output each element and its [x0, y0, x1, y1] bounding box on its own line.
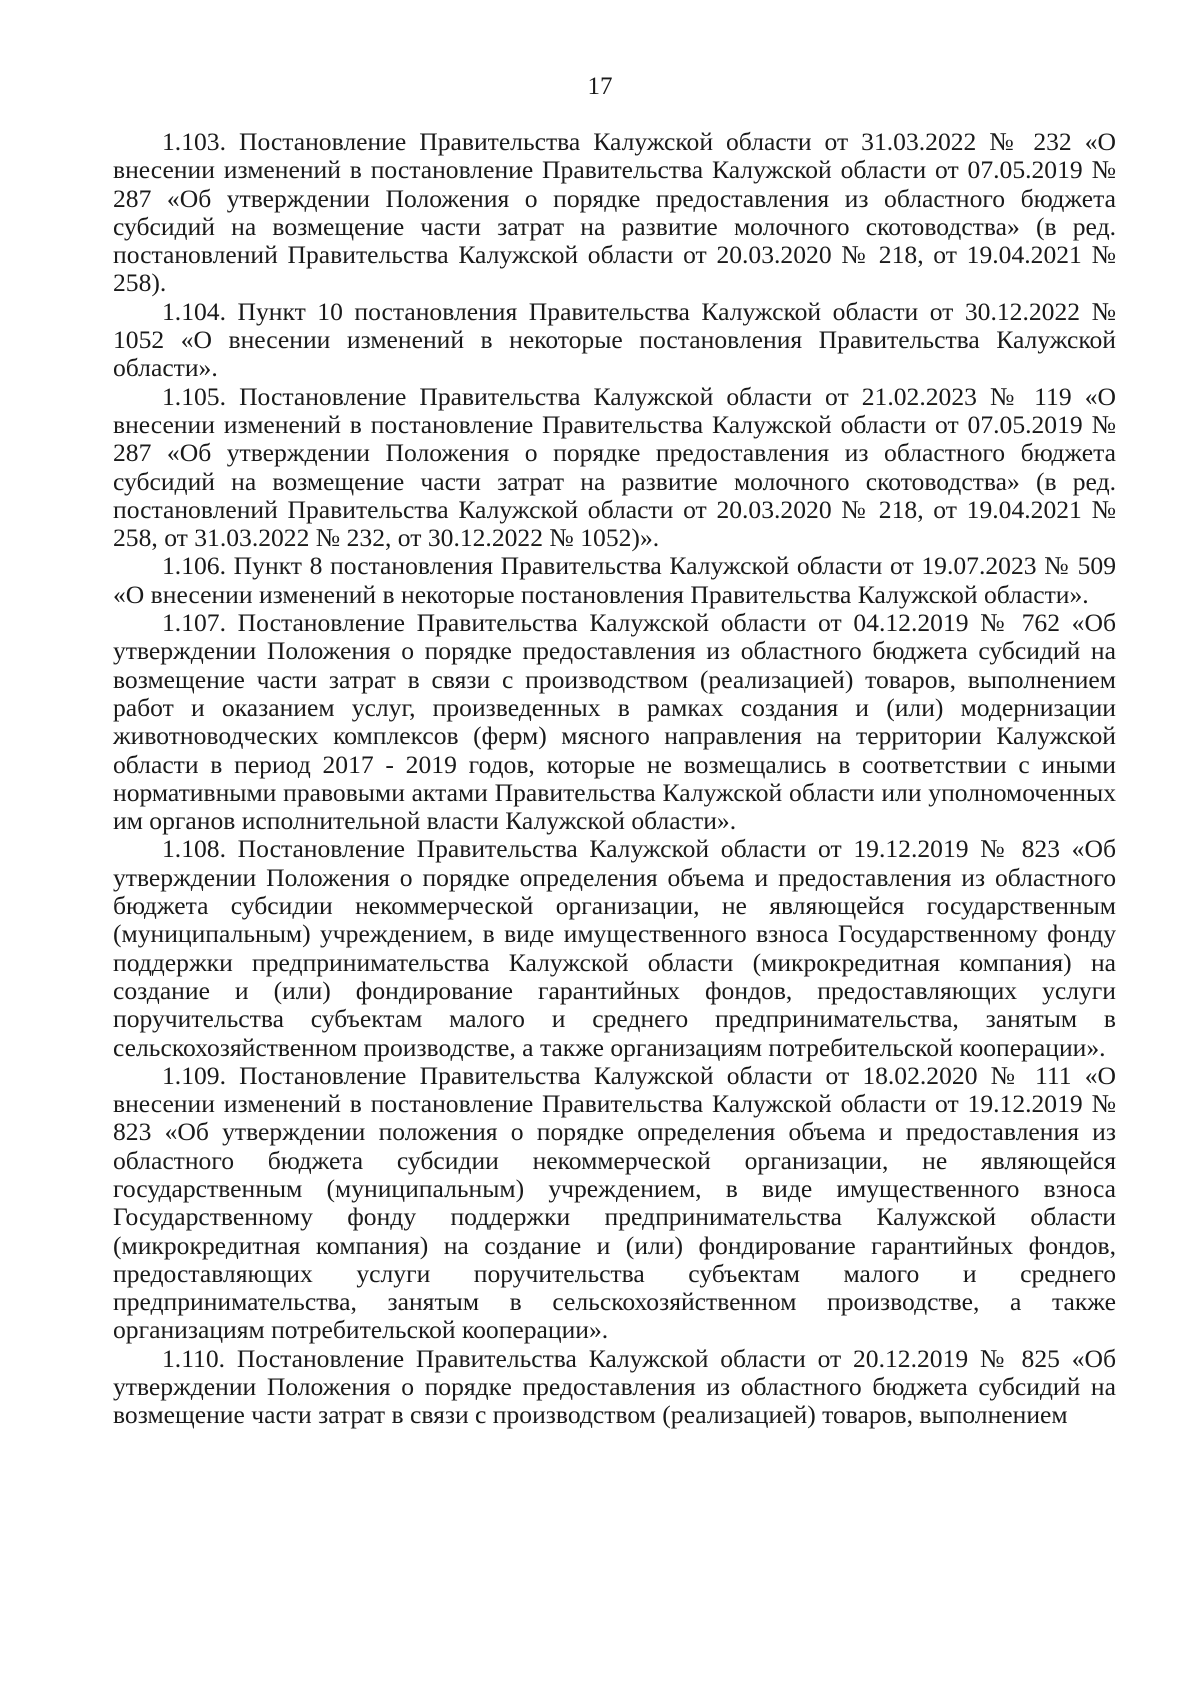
paragraph-1-105: 1.105. Постановление Правительства Калужской области от 21.02.2023 № 119 «О внесении изменений в постановление Правительства Калужской области от 07.05.2019 № 287 «Об утверждении Положения о порядке предоставления из областного бюджета субсидий на возмещение части затрат на развитие молочного скотоводства» (в ред. постановлений Правительства Калужской области от 20.03.2020 № 218, от 19.04.2021 № 258, от 31.03.2022 № 232, от 30.12.2022 № 1052)». — [113, 381, 1116, 553]
paragraph-1-104: 1.104. Пункт 10 постановления Правительства Калужской области от 30.12.2022 № 1052 «О внесении изменений в некоторые постановления Правительства Калужской области». — [113, 296, 1116, 383]
paragraph-1-106: 1.106. Пункт 8 постановления Правительства Калужской области от 19.07.2023 № 509 «О внесении изменений в некоторые постановления Правительства Калужской области». — [113, 551, 1116, 609]
paragraph-1-107: 1.107. Постановление Правительства Калужской области от 04.12.2019 № 762 «Об утверждении Положения о порядке предоставления из областного бюджета субсидий на возмещение части затрат в связи с производством (реализацией) товаров, выполнением работ и оказанием услуг, произведенных в рамках создания и (или) модернизации животноводческих комплексов (ферм) мясного направления на территории Калужской области в период 2017 - 2019 годов, которые не возмещались в соответствии с иными нормативными правовыми актами Правительства Калужской области или уполномоченных им органов исполнительной власти Калужской области». — [113, 608, 1116, 836]
document-body — [113, 128, 1116, 1430]
paragraph-1-109: 1.109. Постановление Правительства Калужской области от 18.02.2020 № 111 «О внесении изменений в постановление Правительства Калужской области от 19.12.2019 № 823 «Об утверждении положения о порядке определения объема и предоставления из областного бюджета субсидии некоммерческой организации, не являющейся государственным (муниципальным) учреждением, в виде имущественного взноса Государственному фонду поддержки предпринимательства Калужской области (микрокредитная компания) на создание и (или) фондирование гарантийных фондов, предоставляющих услуги поручительства субъектам малого и среднего предпринимательства, занятым в сельскохозяйственном производстве, а также организациям потребительской кооперации». — [113, 1060, 1116, 1345]
paragraph-1-110: 1.110. Постановление Правительства Калужской области от 20.12.2019 № 825 «Об утверждении Положения о порядке предоставления из областного бюджета субсидий на возмещение части затрат в связи с производством (реализацией) товаров, выполнением — [113, 1343, 1116, 1430]
page-number: 17 — [587, 73, 613, 100]
paragraph-1-108: 1.108. Постановление Правительства Калужской области от 19.12.2019 № 823 «Об утверждении Положения о порядке определения объема и предоставления из областного бюджета субсидии некоммерческой организации, не являющейся государственным (муниципальным) учреждением, в виде имущественного взноса Государственному фонду поддержки предпринимательства Калужской области (микрокредитная компания) на создание и (или) фондирование гарантийных фондов, предоставляющих услуги поручительства субъектам малого и среднего предпринимательства, занятым в сельскохозяйственном производстве, а также организациям потребительской кооперации». — [113, 834, 1116, 1062]
paragraph-1-103: 1.103. Постановление Правительства Калужской области от 31.03.2022 № 232 «О внесении изменений в постановление Правительства Калужской области от 07.05.2019 № 287 «Об утверждении Положения о порядке предоставления из областного бюджета субсидий на возмещение части затрат на развитие молочного скотоводства» (в ред. постановлений Правительства Калужской области от 20.03.2020 № 218, от 19.04.2021 № 258). — [113, 127, 1116, 298]
